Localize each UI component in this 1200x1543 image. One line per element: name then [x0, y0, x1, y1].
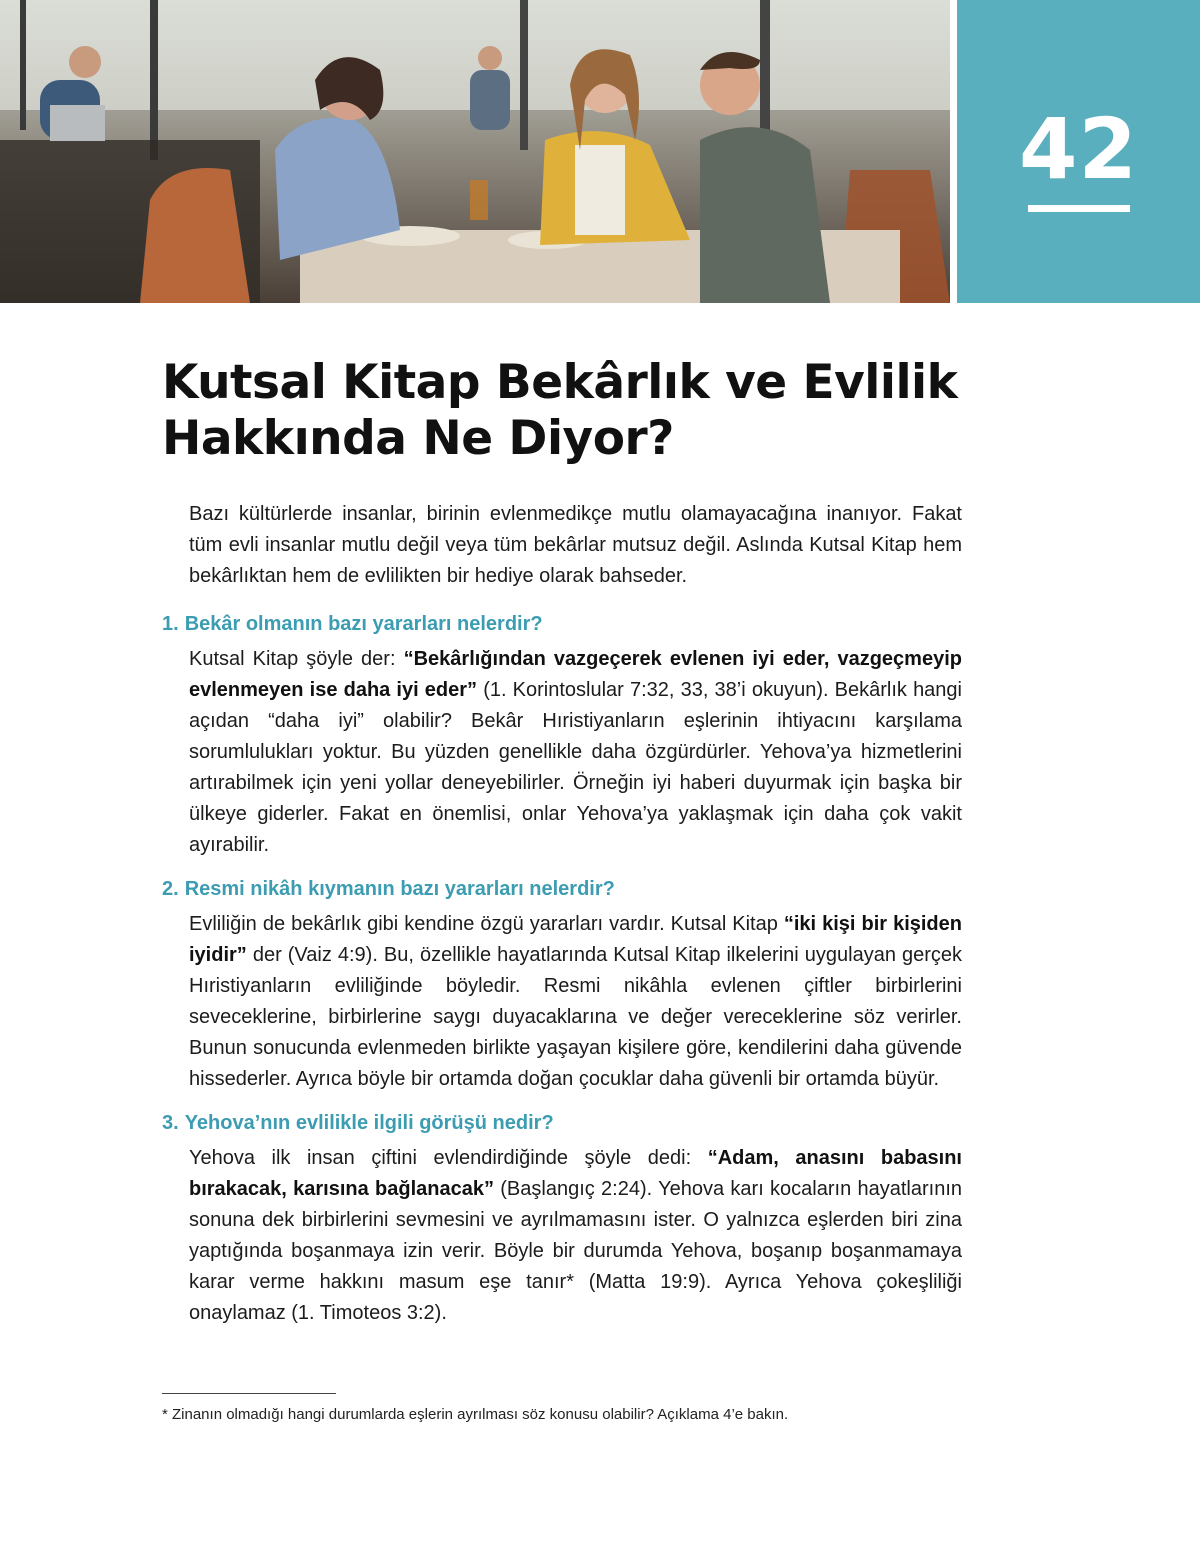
- question-heading: [162, 610, 962, 638]
- answer-text: (Başlangıç 2:24). Yehova karı kocaların hayatlarının sonuna dek birbirlerini sevmesini ve ayrılmamasını ister. O yalnızca eşlerden biri zina yaptığında boşanmaya izin verir. Böyle bir durumda Yehova, boşanıp boşanmamaya karar verme hakkını masum eşe tanır* (Matta 19:9). Ayrıca Yehova çokeşliliği onaylamaz (1. Timoteos 3:2).: [189, 1178, 962, 1324]
- answer-text: der (Vaiz 4:9). Bu, özellikle hayatlarında Kutsal Kitap ilkelerini uygulayan gerçek Hıristiyanların evliliğinde böyledir. Resmi nikâhla evlenen çiftler birbirlerini seveceklerine, birbirlerine saygı duyacaklarına ve değer vereceklerine söz verirler. Bunun sonucunda evlenmeden birlikte yaşayan kişilere göre, kendilerini daha güvende hissederler. Ayrıca böyle bir ortamda doğan çocuklar daha güvenli bir ortamda büyür.: [189, 944, 962, 1090]
- lesson-content: [162, 499, 962, 1343]
- page-title: Kutsal Kitap Bekârlık ve Evlilik Hakkında Ne Diyor?: [162, 355, 958, 466]
- section-2: [162, 875, 962, 1095]
- answer-paragraph: [189, 1143, 962, 1329]
- question-text: Yehova’nın evlilikle ilgili görüşü nedir?: [184, 1112, 554, 1134]
- lesson-number: 42: [1019, 100, 1138, 198]
- footnote: * Zinanın olmadığı hangi durumlarda eşlerin ayrılması söz konusu olabilir? Açıklama 4’e bakın.: [162, 1406, 789, 1423]
- cafe-scene-illustration: [0, 0, 950, 303]
- question-text: Bekâr olmanın bazı yararları nelerdir?: [184, 613, 543, 635]
- footnote-divider: [162, 1393, 336, 1394]
- question-number: 1.: [162, 613, 179, 635]
- question-number: 3.: [162, 1112, 179, 1134]
- answer-paragraph: [189, 644, 962, 861]
- scripture-quote: “Adam, anasını babasını bırakacak, karısına bağlanacak”: [189, 1147, 962, 1200]
- scripture-quote: “Bekârlığından vazgeçerek evlenen iyi eder, vazgeçmeyip evlenmeyen ise daha iyi eder”: [189, 648, 962, 701]
- section-3: [162, 1109, 962, 1329]
- question-heading: [162, 875, 962, 903]
- question-number: 2.: [162, 878, 179, 900]
- question-text: Resmi nikâh kıymanın bazı yararları nelerdir?: [184, 878, 615, 900]
- lesson-number-box: [957, 0, 1200, 303]
- answer-paragraph: [189, 909, 962, 1095]
- section-1: [162, 610, 962, 861]
- answer-text: Kutsal Kitap şöyle der:: [189, 648, 404, 670]
- header-photo: [0, 0, 950, 303]
- intro-paragraph: Bazı kültürlerde insanlar, birinin evlenmedikçe mutlu olamayacağına inanıyor. Fakat tüm evli insanlar mutlu değil veya tüm bekârlar mutsuz değil. Aslında Kutsal Kitap hem bekârlıktan hem de evlilikten bir hediye olarak bahseder.: [189, 503, 962, 587]
- scripture-quote: “iki kişi bir kişiden iyidir”: [189, 913, 962, 966]
- answer-text: (1. Korintoslular 7:32, 33, 38’i okuyun). Bekârlık hangi açıdan “daha iyi” olabilir? Bekâr Hıristiyanların eşlerinin ihtiyacını karşılama sorumlulukları yoktur. Bu yüzden genellikle daha özgürdürler. Yehova’ya hizmetlerini artırabilmek için yeni yollar deneyebilirler. Örneğin iyi haberi duyurmak için başka bir ülkeye giderler. Fakat en önemlisi, onlar Yehova’ya yaklaşmak için daha çok vakit ayırabilir.: [189, 679, 962, 856]
- answer-text: Evliliğin de bekârlık gibi kendine özgü yararları vardır. Kutsal Kitap: [189, 913, 784, 935]
- question-heading: [162, 1109, 962, 1137]
- lesson-number-underline: [1028, 205, 1130, 212]
- answer-text: Yehova ilk insan çiftini evlendirdiğinde şöyle dedi:: [189, 1147, 708, 1169]
